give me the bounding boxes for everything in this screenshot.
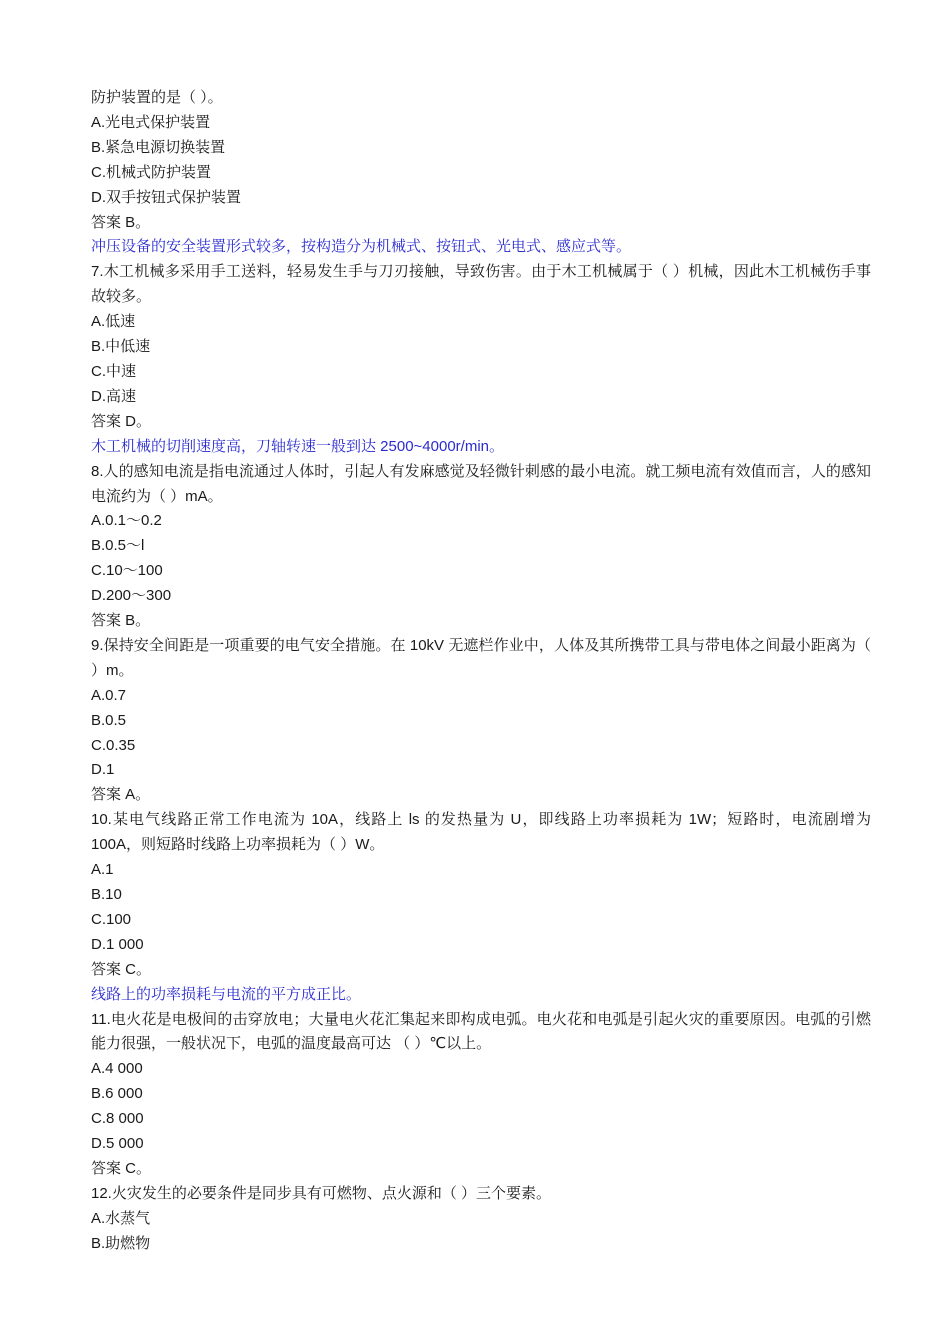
explanation: 线路上的功率损耗与电流的平方成正比。 <box>91 985 362 1003</box>
question-11: 11.电火花是电极间的击穿放电；大量电火花汇集起来即构成电弧。电火花和电弧是引起火灾的重要原因。电弧的引燃能力很强，一般状况下，电弧的温度最高可达 （ ）℃以上。 <box>91 1010 871 1053</box>
explanation: 木工机械的切削速度高，刀轴转速一般到达 2500~4000r/min。 <box>91 437 505 455</box>
answer: 答案 B。 <box>91 213 151 231</box>
explanation: 冲压设备的安全装置形式较多，按构造分为机械式、按钮式、光电式、感应式等。 <box>91 238 632 256</box>
question-9: 9.保持安全间距是一项重要的电气安全措施。在 10kV 无遮栏作业中，人体及其所携带工具与带电体之间最小距离为（ ）m。 <box>91 636 871 679</box>
option-c: C.100 <box>91 910 132 928</box>
option-d: D.200～300 <box>91 587 172 605</box>
answer: 答案 D。 <box>91 412 152 430</box>
option-a: A.光电式保护装置 <box>91 113 211 131</box>
option-d: D.高速 <box>91 387 137 405</box>
option-a: A.0.7 <box>91 686 127 704</box>
answer: 答案 C。 <box>91 1159 152 1177</box>
question-7: 7.木工机械多采用手工送料，轻易发生手与刀刃接触，导致伤害。由于木工机械属于（ ）机械，因此木工机械伤手事故较多。 <box>91 263 871 306</box>
option-a: A.4 000 <box>91 1060 143 1078</box>
question-12: 12.火灾发生的必要条件是同步具有可燃物、点火源和（ ）三个要素。 <box>91 1184 552 1202</box>
question-8: 8.人的感知电流是指电流通过人体时，引起人有发麻感觉及轻微针刺感的最小电流。就工频电流有效值而言，人的感知电流约为（ ）mA。 <box>91 462 871 505</box>
option-b: B.中低速 <box>91 338 151 356</box>
option-b: B.紧急电源切换装置 <box>91 138 226 156</box>
option-b: B.6 000 <box>91 1085 143 1103</box>
question-stem-continued: 防护装置的是（ ）。 <box>91 89 223 106</box>
option-a: A.0.1～0.2 <box>91 512 162 530</box>
answer: 答案 A。 <box>91 786 151 804</box>
option-a: A.1 <box>91 861 114 879</box>
question-10: 10.某电气线路正常工作电流为 10A，线路上 ls 的发热量为 U，即线路上功率损耗为 1W；短路时，电流剧增为 100A，则短路时线路上功率损耗为（ ）W。 <box>91 811 871 854</box>
option-a: A.水蒸气 <box>91 1209 151 1227</box>
document-body <box>91 86 871 1257</box>
option-b: B.助燃物 <box>91 1234 151 1252</box>
option-d: D.1 000 <box>91 935 144 953</box>
option-c: C.0.35 <box>91 736 136 754</box>
option-b: B.10 <box>91 886 122 903</box>
option-c: C.机械式防护装置 <box>91 163 212 181</box>
option-b: B.0.5 <box>91 711 127 729</box>
option-c: C.中速 <box>91 362 137 380</box>
answer: 答案 B。 <box>91 612 151 630</box>
option-c: C.10～100 <box>91 562 163 580</box>
option-d: D.5 000 <box>91 1135 144 1153</box>
option-d: D.双手按钮式保护装置 <box>91 188 242 206</box>
answer: 答案 C。 <box>91 960 152 978</box>
option-b: B.0.5～l <box>91 537 145 555</box>
option-a: A.低速 <box>91 313 136 331</box>
option-d: D.1 <box>91 761 115 779</box>
option-c: C.8 000 <box>91 1110 144 1128</box>
